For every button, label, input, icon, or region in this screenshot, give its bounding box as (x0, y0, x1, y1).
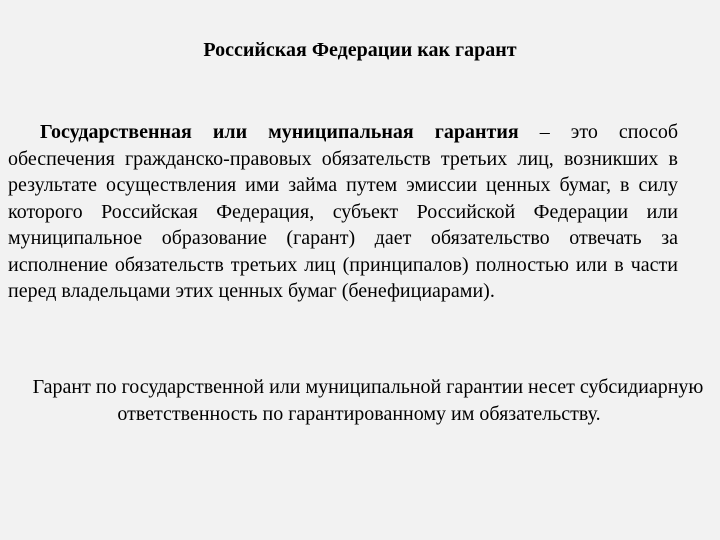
liability-text: Гарант по государственной или муниципальной гарантии несет субсидиарную ответственность по гарантированному им обязательству. (32, 376, 704, 425)
slide-title: Российская Федерации как гарант (203, 39, 517, 61)
liability-paragraph (14, 374, 704, 428)
definition-text: – это способ обеспечения гражданско-правовых обязательств третьих лиц, возникших в результате осуществления ими займа путем эмиссии ценных бумаг, в силу которого Российская Федерация, субъект Российской Федерации или муниципальное образование (гарант) дает обязательство отвечать за исполнение обязательств третьих лиц (принципалов) полностью или в части перед владельцами этих ценных бумаг (бенефициарами). (8, 121, 678, 302)
definition-paragraph (8, 119, 678, 305)
definition-term: Государственная или муниципальная гарантия (40, 121, 519, 143)
